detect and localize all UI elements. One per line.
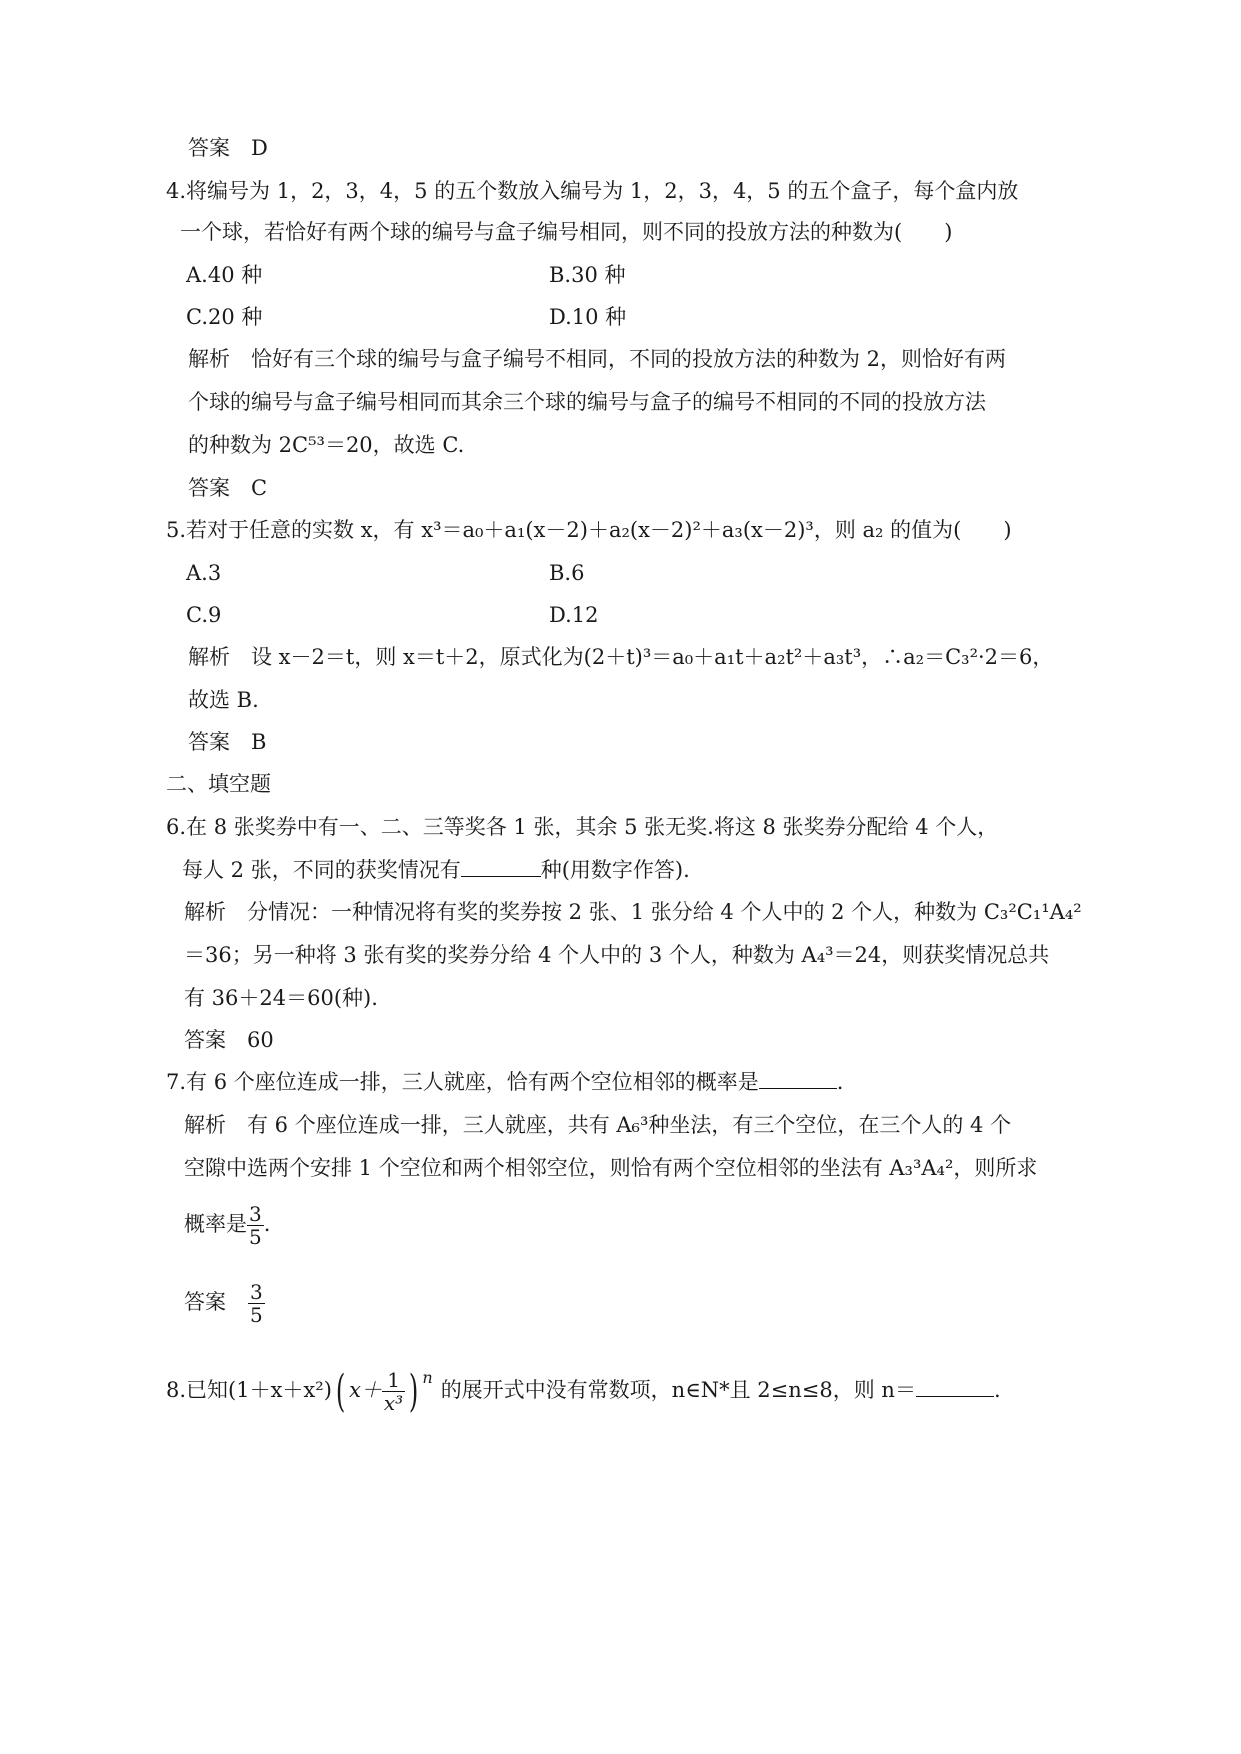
q4-analysis-line2: 个球的编号与盒子编号相同而其余三个球的编号与盒子的编号不相同的不同的投放方法	[188, 390, 986, 414]
q4-analysis-line1: 解析 恰好有三个球的编号与盒子编号不相同，不同的投放方法的种数为 2，则恰好有两	[188, 347, 1007, 371]
q8-stem	[166, 1358, 1001, 1417]
q8-prefix: 8.已知(1＋x＋x²)	[166, 1378, 332, 1402]
q6-stem-line2	[182, 856, 690, 884]
q4-stem-line2: 一个球，若恰好有两个球的编号与盒子编号相同，则不同的投放方法的种数为( )	[180, 220, 953, 244]
q6-stem-line2-text: 每人 2 张，不同的获奖情况有	[182, 858, 461, 882]
fraction-denominator: x³	[383, 1391, 404, 1415]
q8-fraction	[382, 1370, 405, 1413]
q7-analysis-line2: 空隙中选两个安排 1 个空位和两个相邻空位，则恰有两个空位相邻的坐法有 A₃³A₄²，则所求	[184, 1156, 1038, 1180]
q5-stem: 5.若对于任意的实数 x，有 x³＝a₀＋a₁(x－2)＋a₂(x－2)²＋a₃(x－2)³，则 a₂ 的值为( )	[166, 518, 1012, 542]
q7-answer-blank	[759, 1070, 837, 1089]
fraction-numerator: 3	[250, 1280, 263, 1304]
q8-end: .	[993, 1378, 1001, 1402]
q6-stem-line1: 6.在 8 张奖券中有一、二、三等奖各 1 张，其余 5 张无奖.将这 8 张奖券分配给 4 个人，	[166, 815, 999, 839]
fraction-denominator: 5	[249, 1225, 262, 1249]
q5-analysis-line1: 解析 设 x－2＝t，则 x＝t＋2，原式化为(2＋t)³＝a₀＋a₁t＋a₂t²＋a₃t³，∴a₂＝C₃²·2＝6，	[188, 645, 1054, 669]
q5-analysis-line2: 故选 B.	[188, 688, 259, 712]
q7-stem-text: 7.有 6 个座位连成一排，三人就座，恰有两个空位相邻的概率是	[166, 1070, 759, 1094]
answer-q3: 答案 D	[188, 136, 268, 160]
q7-answer-fraction	[248, 1282, 265, 1325]
q4-option-d: D.10 种	[549, 305, 627, 329]
q6-stem-line2-suffix: 种(用数字作答).	[540, 858, 690, 882]
q7-analysis-line3	[184, 1204, 270, 1247]
q4-option-b: B.30 种	[549, 263, 626, 287]
q7-probability-fraction	[247, 1204, 264, 1247]
q5-option-a: A.3	[186, 561, 222, 585]
q7-stem-end: .	[836, 1070, 844, 1094]
q7-answer-label: 答案	[184, 1290, 226, 1314]
q7-analysis-suffix: .	[263, 1212, 271, 1236]
q4-option-c: C.20 种	[186, 305, 263, 329]
q6-analysis-line2: ＝36；另一种将 3 张有奖的奖券分给 4 个人中的 3 个人，种数为 A₄³＝24，则获奖情况总共	[184, 943, 1050, 967]
q6-analysis-line3: 有 36＋24＝60(种).	[184, 986, 378, 1010]
q6-answer-blank	[461, 858, 541, 877]
q8-answer-blank	[916, 1378, 994, 1397]
right-paren: )	[409, 1365, 419, 1417]
left-paren: (	[335, 1365, 346, 1417]
q7-analysis-line1: 解析 有 6 个座位连成一排，三人就座，共有 A₆³种坐法，有三个空位，在三个人的 4 个	[184, 1113, 1012, 1137]
q8-exponent: n	[422, 1368, 433, 1387]
q8-suffix: 的展开式中没有常数项，n∈N*且 2≤n≤8，则 n＝	[440, 1378, 916, 1402]
fraction-denominator: 5	[250, 1303, 263, 1327]
section-title-fill-in: 二、填空题	[166, 772, 271, 796]
fraction-numerator: 3	[249, 1202, 262, 1226]
q5-answer: 答案 B	[188, 730, 267, 754]
q7-answer	[184, 1282, 265, 1325]
q4-answer: 答案 C	[188, 476, 268, 500]
q7-stem	[166, 1068, 843, 1096]
q4-option-a: A.40 种	[186, 263, 263, 287]
q6-answer: 答案 60	[184, 1028, 274, 1052]
q5-option-d: D.12	[549, 603, 599, 627]
q6-analysis-line1: 解析 分情况：一种情况将有奖的奖券按 2 张、1 张分给 4 个人中的 2 个人，种数为 C₃²C₁¹A₄²	[184, 900, 1082, 924]
q7-analysis-prefix: 概率是	[184, 1212, 247, 1236]
q5-option-c: C.9	[186, 603, 222, 627]
q4-stem-line1: 4.将编号为 1，2，3，4，5 的五个数放入编号为 1，2，3，4，5 的五个盒子，每个盒内放	[166, 179, 1019, 203]
fraction-numerator: 1	[387, 1368, 400, 1392]
q4-analysis-line3: 的种数为 2C⁵³＝20，故选 C.	[188, 433, 465, 457]
q8-inner-x: x＋	[349, 1378, 382, 1402]
q5-option-b: B.6	[549, 561, 585, 585]
